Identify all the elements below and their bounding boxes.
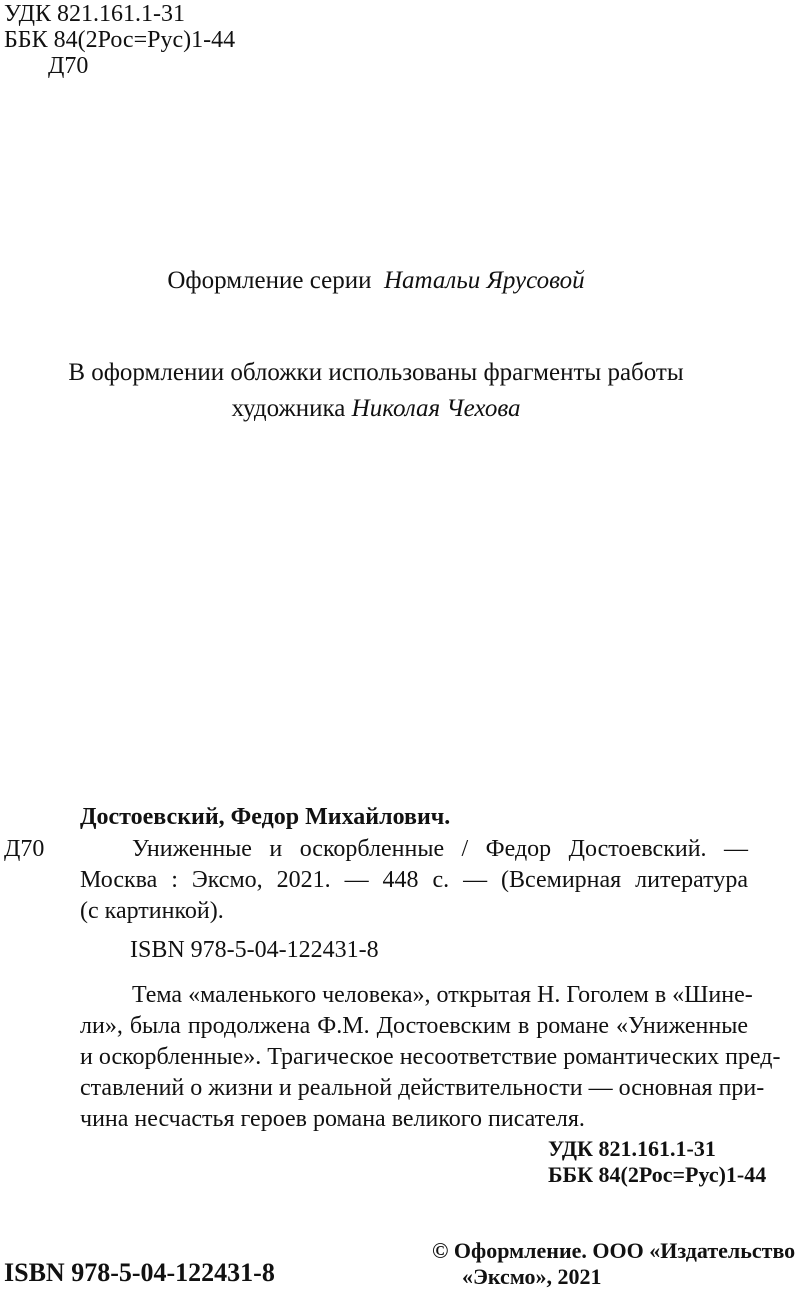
copyright-line-1: © Оформление. ООО «Издательство [432,1238,795,1263]
annotation-line: Тема «маленького человека», открытая Н. Гоголем в «Шине- [132,982,753,1008]
isbn-footer: ISBN 978-5-04-122431-8 [4,1258,275,1287]
cover-credit-line-2 [0,394,752,424]
series-design-label: Оформление серии [167,267,372,294]
bib-line: Москва : Эксмо, 2021. — 448 с. — (Всемирная литература [80,867,748,893]
bib-line: Униженные и оскорбленные / Федор Достоевский. — [132,836,748,862]
annotation-line: ставлений о жизни и реальной действительности — основная при- [80,1075,765,1101]
cover-credit-label: художника [231,395,346,422]
udk-code: УДК 821.161.1-31 [4,1,185,27]
bbk-code: ББК 84(2Рос=Рус)1-44 [4,27,236,53]
copyright-line-2: «Эксмо», 2021 [462,1264,602,1289]
series-design-credit [0,266,752,296]
udk-code-bottom: УДК 821.161.1-31 [548,1136,716,1161]
cover-credit-line-1: В оформлении обложки использованы фрагменты работы [68,359,684,386]
author-heading: Достоевский, Федор Михайлович. [80,804,451,830]
isbn-record: ISBN 978-5-04-122431-8 [130,937,379,963]
series-designer-name: Натальи Ярусовой [384,267,585,294]
bbk-code-bottom: ББК 84(2Рос=Рус)1-44 [548,1162,767,1187]
annotation-line: и оскорбленные». Трагическое несоответствие романтических пред- [80,1044,781,1070]
cover-artist-name: Николая Чехова [351,395,521,422]
annotation-line: ли», была продолжена Ф.М. Достоевским в романе «Униженные [80,1013,748,1039]
author-sign-code: Д70 [4,836,45,862]
annotation-line: чина несчастья героев романа великого писателя. [80,1106,585,1132]
author-sign: Д70 [48,53,89,79]
bib-line: (с картинкой). [80,898,224,924]
